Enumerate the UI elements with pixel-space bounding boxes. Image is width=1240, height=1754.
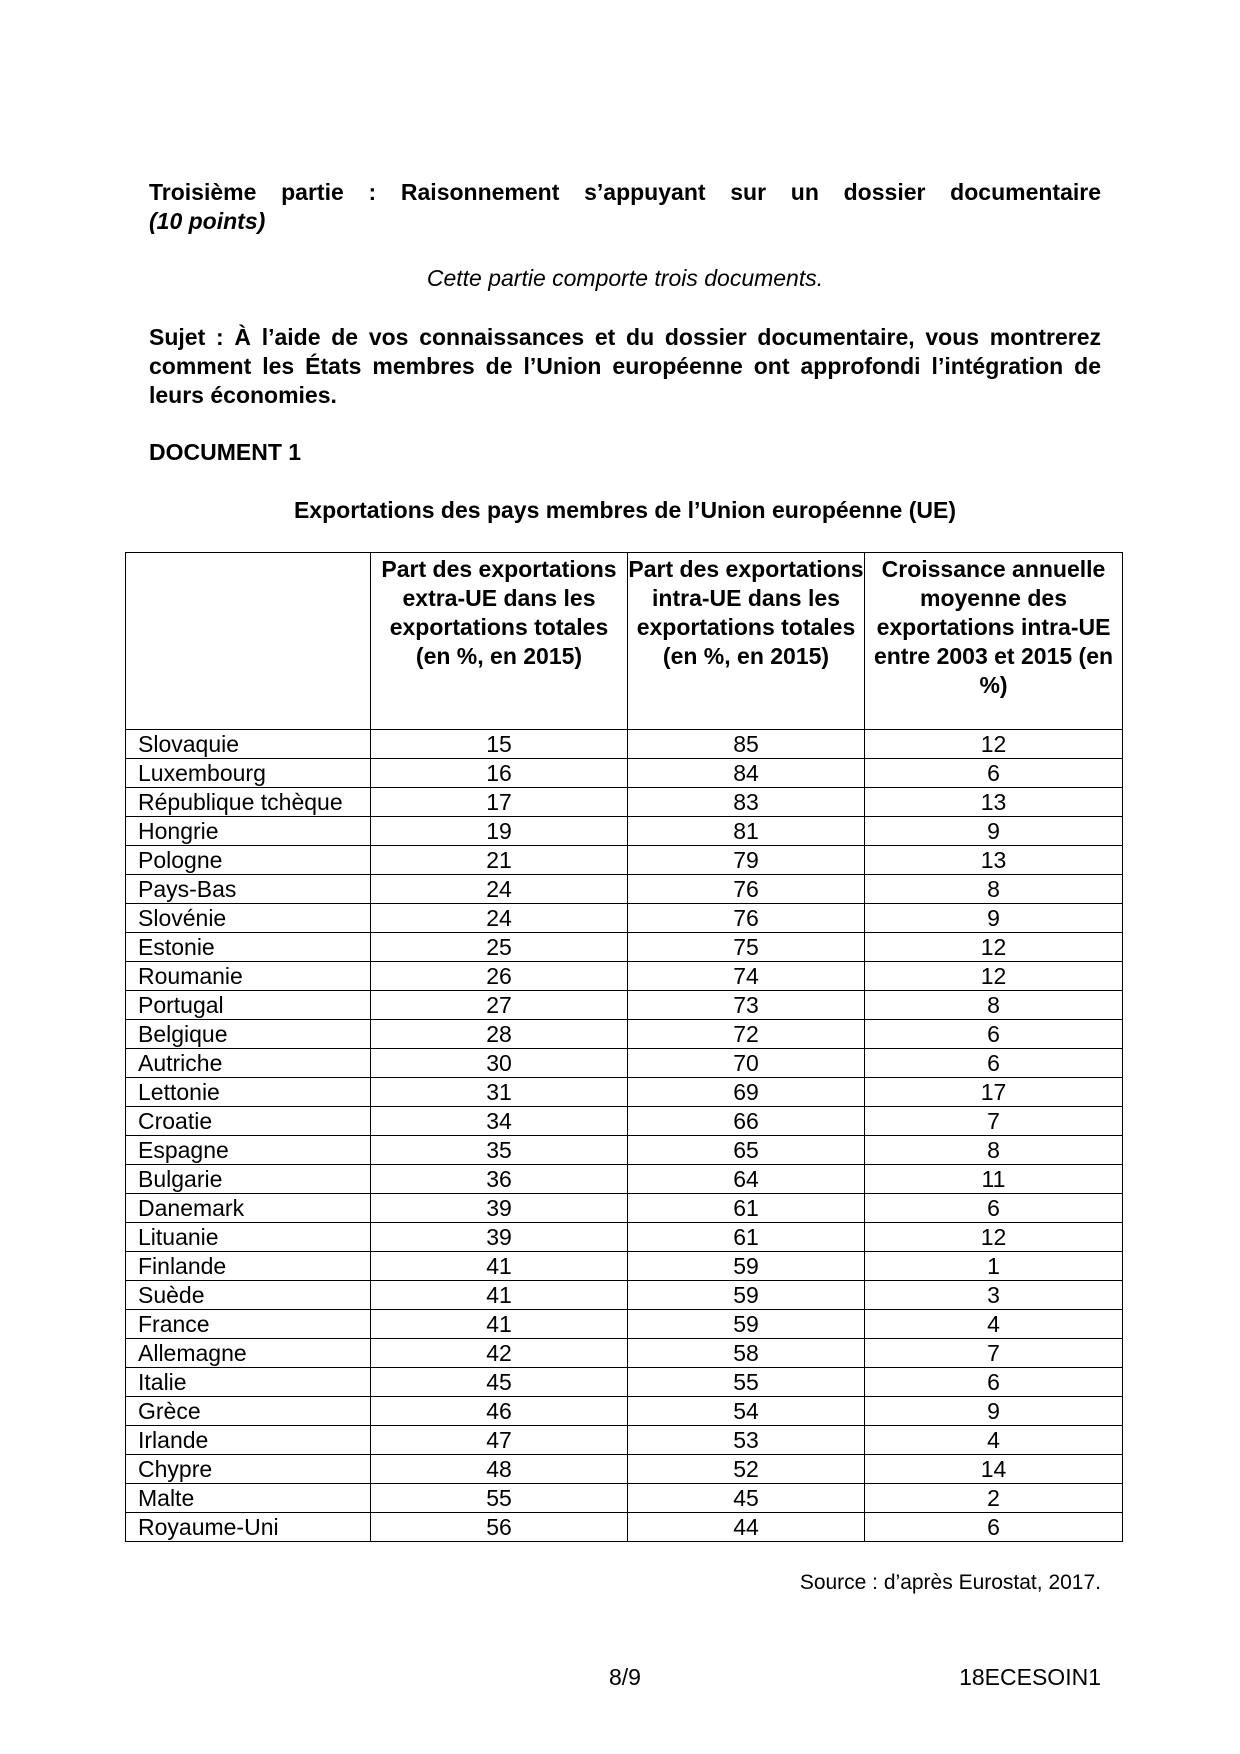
table-row	[126, 1426, 1123, 1455]
intro-text: Cette partie comporte trois documents.	[426, 265, 824, 291]
cell-intra-ue: 61	[628, 1223, 865, 1252]
table-body	[126, 730, 1123, 1542]
cell-country: Estonie	[126, 933, 371, 962]
cell-extra-ue: 46	[371, 1397, 628, 1426]
cell-intra-ue: 65	[628, 1136, 865, 1165]
table-row	[126, 1397, 1123, 1426]
cell-growth: 8	[865, 875, 1123, 904]
cell-growth: 12	[865, 962, 1123, 991]
cell-country: Hongrie	[126, 817, 371, 846]
cell-extra-ue: 36	[371, 1165, 628, 1194]
cell-extra-ue: 47	[371, 1426, 628, 1455]
cell-intra-ue: 79	[628, 846, 865, 875]
cell-growth: 14	[865, 1455, 1123, 1484]
cell-growth: 6	[865, 1049, 1123, 1078]
cell-intra-ue: 84	[628, 759, 865, 788]
cell-growth: 6	[865, 1368, 1123, 1397]
cell-country: Portugal	[126, 991, 371, 1020]
table-row	[126, 1252, 1123, 1281]
table-row	[126, 1136, 1123, 1165]
cell-growth: 8	[865, 991, 1123, 1020]
table-row	[126, 933, 1123, 962]
cell-intra-ue: 59	[628, 1281, 865, 1310]
cell-country: Espagne	[126, 1136, 371, 1165]
cell-country: Malte	[126, 1484, 371, 1513]
cell-extra-ue: 42	[371, 1339, 628, 1368]
cell-country: France	[126, 1310, 371, 1339]
cell-growth: 9	[865, 817, 1123, 846]
cell-country: Danemark	[126, 1194, 371, 1223]
exports-table	[125, 552, 1123, 1542]
cell-extra-ue: 48	[371, 1455, 628, 1484]
table-row	[126, 730, 1123, 759]
cell-growth: 2	[865, 1484, 1123, 1513]
cell-country: Royaume-Uni	[126, 1513, 371, 1542]
table-row	[126, 1078, 1123, 1107]
table-row	[126, 817, 1123, 846]
cell-country: Grèce	[126, 1397, 371, 1426]
cell-country: Irlande	[126, 1426, 371, 1455]
cell-intra-ue: 76	[628, 875, 865, 904]
cell-country: Luxembourg	[126, 759, 371, 788]
cell-growth: 7	[865, 1339, 1123, 1368]
cell-extra-ue: 41	[371, 1310, 628, 1339]
cell-growth: 17	[865, 1078, 1123, 1107]
cell-intra-ue: 59	[628, 1310, 865, 1339]
table-row	[126, 846, 1123, 875]
cell-extra-ue: 41	[371, 1281, 628, 1310]
cell-country: Italie	[126, 1368, 371, 1397]
cell-extra-ue: 34	[371, 1107, 628, 1136]
cell-growth: 4	[865, 1426, 1123, 1455]
cell-country: Lituanie	[126, 1223, 371, 1252]
cell-extra-ue: 28	[371, 1020, 628, 1049]
cell-intra-ue: 73	[628, 991, 865, 1020]
cell-intra-ue: 44	[628, 1513, 865, 1542]
table-row	[126, 1484, 1123, 1513]
header-growth: Croissance annuelle moyenne des exportations intra-UE entre 2003 et 2015 (en %)	[865, 553, 1123, 730]
table-row	[126, 904, 1123, 933]
cell-country: Lettonie	[126, 1078, 371, 1107]
cell-extra-ue: 41	[371, 1252, 628, 1281]
table-row	[126, 1107, 1123, 1136]
table-row	[126, 962, 1123, 991]
cell-extra-ue: 39	[371, 1223, 628, 1252]
cell-intra-ue: 53	[628, 1426, 865, 1455]
document-code: 18ECESOIN1	[959, 1664, 1101, 1690]
table-title: Exportations des pays membres de l’Union européenne (UE)	[293, 497, 957, 523]
cell-growth: 13	[865, 788, 1123, 817]
cell-extra-ue: 26	[371, 962, 628, 991]
cell-intra-ue: 70	[628, 1049, 865, 1078]
cell-country: République tchèque	[126, 788, 371, 817]
cell-intra-ue: 66	[628, 1107, 865, 1136]
cell-growth: 3	[865, 1281, 1123, 1310]
cell-extra-ue: 35	[371, 1136, 628, 1165]
cell-intra-ue: 45	[628, 1484, 865, 1513]
cell-extra-ue: 30	[371, 1049, 628, 1078]
cell-intra-ue: 81	[628, 817, 865, 846]
cell-growth: 11	[865, 1165, 1123, 1194]
table-row	[126, 1281, 1123, 1310]
cell-extra-ue: 16	[371, 759, 628, 788]
cell-growth: 6	[865, 1020, 1123, 1049]
cell-growth: 7	[865, 1107, 1123, 1136]
page-number: 8/9	[609, 1664, 641, 1690]
table-row	[126, 1194, 1123, 1223]
cell-intra-ue: 58	[628, 1339, 865, 1368]
subject-text: Sujet : À l’aide de vos connaissances et du dossier documentaire, vous montrerez comment les États membres de l’Union européenne ont approfondi l’intégration de leurs économies.	[149, 324, 1101, 408]
header-extra-ue: Part des exportations extra-UE dans les exportations totales (en %, en 2015)	[371, 553, 628, 730]
table-row	[126, 1049, 1123, 1078]
cell-country: Slovaquie	[126, 730, 371, 759]
cell-intra-ue: 83	[628, 788, 865, 817]
cell-growth: 12	[865, 933, 1123, 962]
cell-extra-ue: 27	[371, 991, 628, 1020]
source-note: Source : d’après Eurostat, 2017.	[799, 1571, 1101, 1594]
cell-country: Pays-Bas	[126, 875, 371, 904]
cell-growth: 12	[865, 1223, 1123, 1252]
cell-country: Allemagne	[126, 1339, 371, 1368]
table-row	[126, 1513, 1123, 1542]
cell-country: Chypre	[126, 1455, 371, 1484]
cell-growth: 6	[865, 1513, 1123, 1542]
table-row	[126, 1310, 1123, 1339]
cell-extra-ue: 45	[371, 1368, 628, 1397]
cell-intra-ue: 55	[628, 1368, 865, 1397]
cell-intra-ue: 85	[628, 730, 865, 759]
cell-extra-ue: 56	[371, 1513, 628, 1542]
table-row	[126, 1455, 1123, 1484]
cell-intra-ue: 54	[628, 1397, 865, 1426]
cell-extra-ue: 15	[371, 730, 628, 759]
cell-intra-ue: 76	[628, 904, 865, 933]
document-label: DOCUMENT 1	[149, 439, 302, 465]
cell-growth: 13	[865, 846, 1123, 875]
table-row	[126, 991, 1123, 1020]
table-row	[126, 1165, 1123, 1194]
table-header-row	[126, 553, 1123, 730]
table-row	[126, 875, 1123, 904]
cell-intra-ue: 61	[628, 1194, 865, 1223]
cell-intra-ue: 52	[628, 1455, 865, 1484]
cell-extra-ue: 24	[371, 875, 628, 904]
cell-growth: 9	[865, 904, 1123, 933]
part-points: (10 points)	[149, 208, 266, 234]
header-country	[126, 553, 371, 730]
cell-extra-ue: 39	[371, 1194, 628, 1223]
cell-growth: 4	[865, 1310, 1123, 1339]
cell-country: Finlande	[126, 1252, 371, 1281]
header-intra-ue: Part des exportations intra-UE dans les exportations totales (en %, en 2015)	[628, 553, 865, 730]
cell-growth: 9	[865, 1397, 1123, 1426]
cell-extra-ue: 25	[371, 933, 628, 962]
cell-intra-ue: 69	[628, 1078, 865, 1107]
table-row	[126, 1223, 1123, 1252]
cell-extra-ue: 31	[371, 1078, 628, 1107]
cell-country: Autriche	[126, 1049, 371, 1078]
cell-country: Suède	[126, 1281, 371, 1310]
cell-country: Belgique	[126, 1020, 371, 1049]
cell-intra-ue: 74	[628, 962, 865, 991]
cell-country: Roumanie	[126, 962, 371, 991]
table-row	[126, 788, 1123, 817]
cell-growth: 8	[865, 1136, 1123, 1165]
cell-intra-ue: 64	[628, 1165, 865, 1194]
cell-intra-ue: 72	[628, 1020, 865, 1049]
cell-extra-ue: 24	[371, 904, 628, 933]
cell-country: Croatie	[126, 1107, 371, 1136]
cell-intra-ue: 59	[628, 1252, 865, 1281]
cell-country: Pologne	[126, 846, 371, 875]
table-row	[126, 1368, 1123, 1397]
cell-extra-ue: 21	[371, 846, 628, 875]
cell-growth: 1	[865, 1252, 1123, 1281]
cell-growth: 6	[865, 1194, 1123, 1223]
table-row	[126, 1339, 1123, 1368]
cell-extra-ue: 17	[371, 788, 628, 817]
table-row	[126, 759, 1123, 788]
cell-intra-ue: 75	[628, 933, 865, 962]
part-title: Troisième partie : Raisonnement s’appuyant sur un dossier documentaire	[149, 179, 1101, 205]
cell-extra-ue: 55	[371, 1484, 628, 1513]
cell-growth: 6	[865, 759, 1123, 788]
cell-country: Bulgarie	[126, 1165, 371, 1194]
cell-extra-ue: 19	[371, 817, 628, 846]
cell-growth: 12	[865, 730, 1123, 759]
table-row	[126, 1020, 1123, 1049]
cell-country: Slovénie	[126, 904, 371, 933]
